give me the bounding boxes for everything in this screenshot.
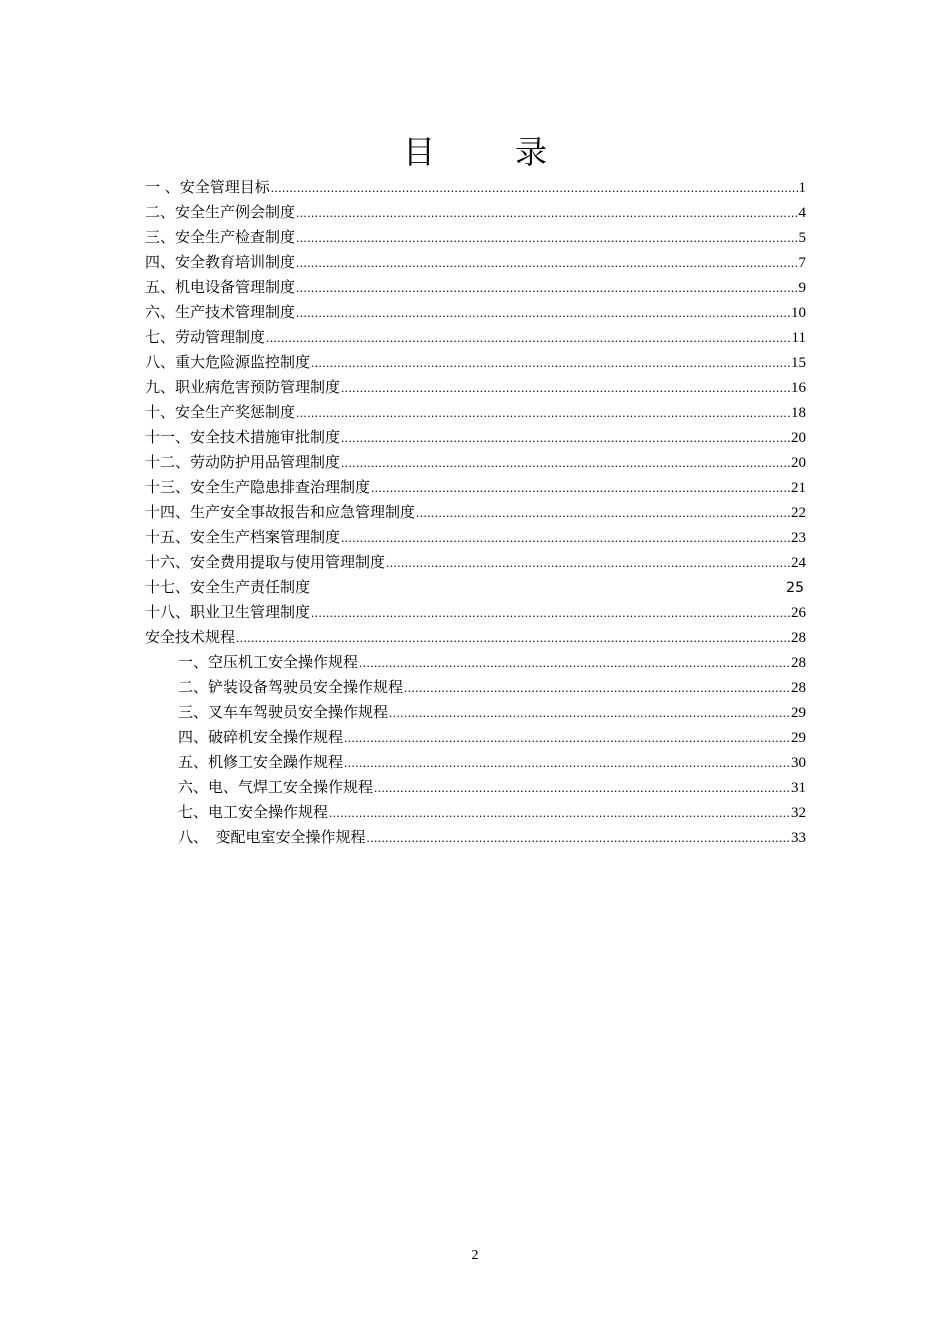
toc-entry-label: 六、电、气焊工安全操作规程 bbox=[178, 778, 374, 796]
toc-entry-page: 4 bbox=[798, 205, 806, 221]
toc-entry-label: 十八、职业卫生管理制度 bbox=[145, 603, 311, 621]
toc-entry-label: 四、破碎机安全操作规程 bbox=[178, 728, 344, 746]
toc-entry-page: 33 bbox=[791, 830, 806, 846]
dot-leader bbox=[404, 675, 790, 700]
toc-entry-page: 30 bbox=[791, 755, 806, 771]
toc-entry[interactable] bbox=[145, 450, 806, 475]
toc-entry[interactable] bbox=[145, 350, 806, 375]
toc-entry-page: 11 bbox=[791, 330, 806, 346]
toc-entry[interactable] bbox=[145, 275, 806, 300]
toc-entry-page: 21 bbox=[791, 480, 806, 496]
toc-entry-label: 六、生产技术管理制度 bbox=[145, 303, 296, 321]
toc-entry[interactable] bbox=[145, 175, 806, 200]
toc-entry[interactable] bbox=[145, 525, 806, 550]
dot-leader bbox=[271, 175, 798, 200]
toc-entry-page: 31 bbox=[791, 780, 806, 796]
dot-leader bbox=[296, 275, 797, 300]
toc-entry[interactable] bbox=[145, 375, 806, 400]
dot-leader bbox=[266, 325, 791, 350]
dot-leader bbox=[344, 725, 790, 750]
toc-entry-label: 十三、安全生产隐患排查治理制度 bbox=[145, 478, 371, 496]
toc-subentry[interactable] bbox=[145, 725, 806, 750]
toc-subentry[interactable] bbox=[145, 750, 806, 775]
dot-leader bbox=[296, 300, 790, 325]
toc-entry[interactable] bbox=[145, 500, 806, 525]
dot-leader bbox=[341, 450, 790, 475]
toc-entry-page: 9 bbox=[798, 280, 806, 296]
dot-leader bbox=[386, 550, 790, 575]
dot-leader bbox=[359, 650, 790, 675]
dot-leader bbox=[374, 775, 790, 800]
toc-entry-label: 四、安全教育培训制度 bbox=[145, 253, 296, 271]
toc-entry[interactable] bbox=[145, 575, 806, 600]
toc-entry-label: 五、机修工安全躁作规程 bbox=[178, 753, 344, 771]
toc-entry[interactable] bbox=[145, 475, 806, 500]
toc-entry-label: 五、机电设备管理制度 bbox=[145, 278, 296, 296]
toc-entry-label: 安全技术规程 bbox=[145, 628, 236, 646]
dot-leader bbox=[367, 825, 790, 850]
toc-entry-label: 一、空压机工安全操作规程 bbox=[178, 653, 359, 671]
toc-title: 目 录 bbox=[402, 133, 571, 171]
toc-entry-label: 十五、安全生产档案管理制度 bbox=[145, 528, 341, 546]
toc-subentry[interactable] bbox=[145, 650, 806, 675]
toc-entry[interactable] bbox=[145, 200, 806, 225]
toc-entry-page: 28 bbox=[791, 655, 806, 671]
toc-entry[interactable] bbox=[145, 225, 806, 250]
toc-entry-page: 20 bbox=[791, 455, 806, 471]
page-number: 2 bbox=[471, 1248, 479, 1263]
toc-subentry[interactable] bbox=[145, 675, 806, 700]
toc-entry-page: 24 bbox=[791, 555, 806, 571]
toc-entry-label: 三、叉车车驾驶员安全操作规程 bbox=[178, 703, 389, 721]
toc-subentry[interactable] bbox=[145, 825, 806, 850]
toc-entry-page: 5 bbox=[798, 230, 806, 246]
dot-leader bbox=[329, 800, 790, 825]
toc-entry-label: 十七、安全生产责任制度 bbox=[145, 578, 311, 596]
toc-entry-label: 七、劳动管理制度 bbox=[145, 328, 266, 346]
dot-leader bbox=[416, 500, 790, 525]
toc-entry-label: 十四、生产安全事故报告和应急管理制度 bbox=[145, 503, 416, 521]
dot-leader bbox=[341, 525, 790, 550]
toc-entry-page: 10 bbox=[791, 305, 806, 321]
dot-leader bbox=[311, 350, 790, 375]
toc-entry[interactable] bbox=[145, 300, 806, 325]
toc-entry-page: 28 bbox=[791, 680, 806, 696]
toc-entry-page: 25 bbox=[786, 580, 804, 596]
toc-entry-page: 28 bbox=[791, 630, 806, 646]
dot-leader bbox=[296, 225, 797, 250]
dot-leader bbox=[311, 600, 790, 625]
toc-entry[interactable] bbox=[145, 625, 806, 650]
toc-entry-label: 二、安全生产例会制度 bbox=[145, 203, 296, 221]
toc-entry-label: 二、铲装设备驾驶员安全操作规程 bbox=[178, 678, 404, 696]
toc-entry-page: 20 bbox=[791, 430, 806, 446]
toc-entry[interactable] bbox=[145, 600, 806, 625]
toc-entry-page: 29 bbox=[791, 730, 806, 746]
dot-leader bbox=[296, 200, 797, 225]
dot-leader bbox=[344, 750, 790, 775]
toc-entry-label: 十二、劳动防护用品管理制度 bbox=[145, 453, 341, 471]
toc-entry-label: 一 、安全管理目标 bbox=[145, 178, 270, 196]
toc-entry[interactable] bbox=[145, 325, 806, 350]
toc-entry-page: 29 bbox=[791, 705, 806, 721]
dot-leader bbox=[341, 425, 790, 450]
toc-subentry[interactable] bbox=[145, 775, 806, 800]
toc-entry-label: 十、安全生产奖惩制度 bbox=[145, 403, 296, 421]
toc-entry[interactable] bbox=[145, 250, 806, 275]
toc-entry-page: 26 bbox=[791, 605, 806, 621]
toc-subentry[interactable] bbox=[145, 800, 806, 825]
toc-entry-page: 15 bbox=[791, 355, 806, 371]
toc-entry-label: 三、安全生产检查制度 bbox=[145, 228, 296, 246]
toc-entry-label: 七、电工安全操作规程 bbox=[178, 803, 329, 821]
toc-entry-label: 八、重大危险源监控制度 bbox=[145, 353, 311, 371]
toc-entry-page: 23 bbox=[791, 530, 806, 546]
toc-entry-page: 22 bbox=[791, 505, 806, 521]
dot-leader bbox=[296, 250, 797, 275]
toc-entry-page: 32 bbox=[791, 805, 806, 821]
toc-entry[interactable] bbox=[145, 550, 806, 575]
dot-leader bbox=[236, 625, 790, 650]
dot-leader bbox=[341, 375, 790, 400]
toc-entry[interactable] bbox=[145, 400, 806, 425]
toc-entry-page: 16 bbox=[791, 380, 806, 396]
toc-entry-page: 7 bbox=[798, 255, 806, 271]
toc-entry-label: 十六、安全费用提取与使用管理制度 bbox=[145, 553, 386, 571]
table-of-contents bbox=[145, 175, 806, 850]
toc-entry-page: 1 bbox=[798, 180, 806, 196]
dot-leader bbox=[389, 700, 790, 725]
toc-entry-label: 十一、安全技术措施审批制度 bbox=[145, 428, 341, 446]
toc-entry-label: 八、 变配电室安全操作规程 bbox=[178, 828, 366, 846]
toc-entry-label: 九、职业病危害预防管理制度 bbox=[145, 378, 341, 396]
toc-entry[interactable] bbox=[145, 425, 806, 450]
dot-leader bbox=[371, 475, 790, 500]
toc-entry-page: 18 bbox=[791, 405, 806, 421]
dot-leader bbox=[296, 400, 790, 425]
toc-subentry[interactable] bbox=[145, 700, 806, 725]
